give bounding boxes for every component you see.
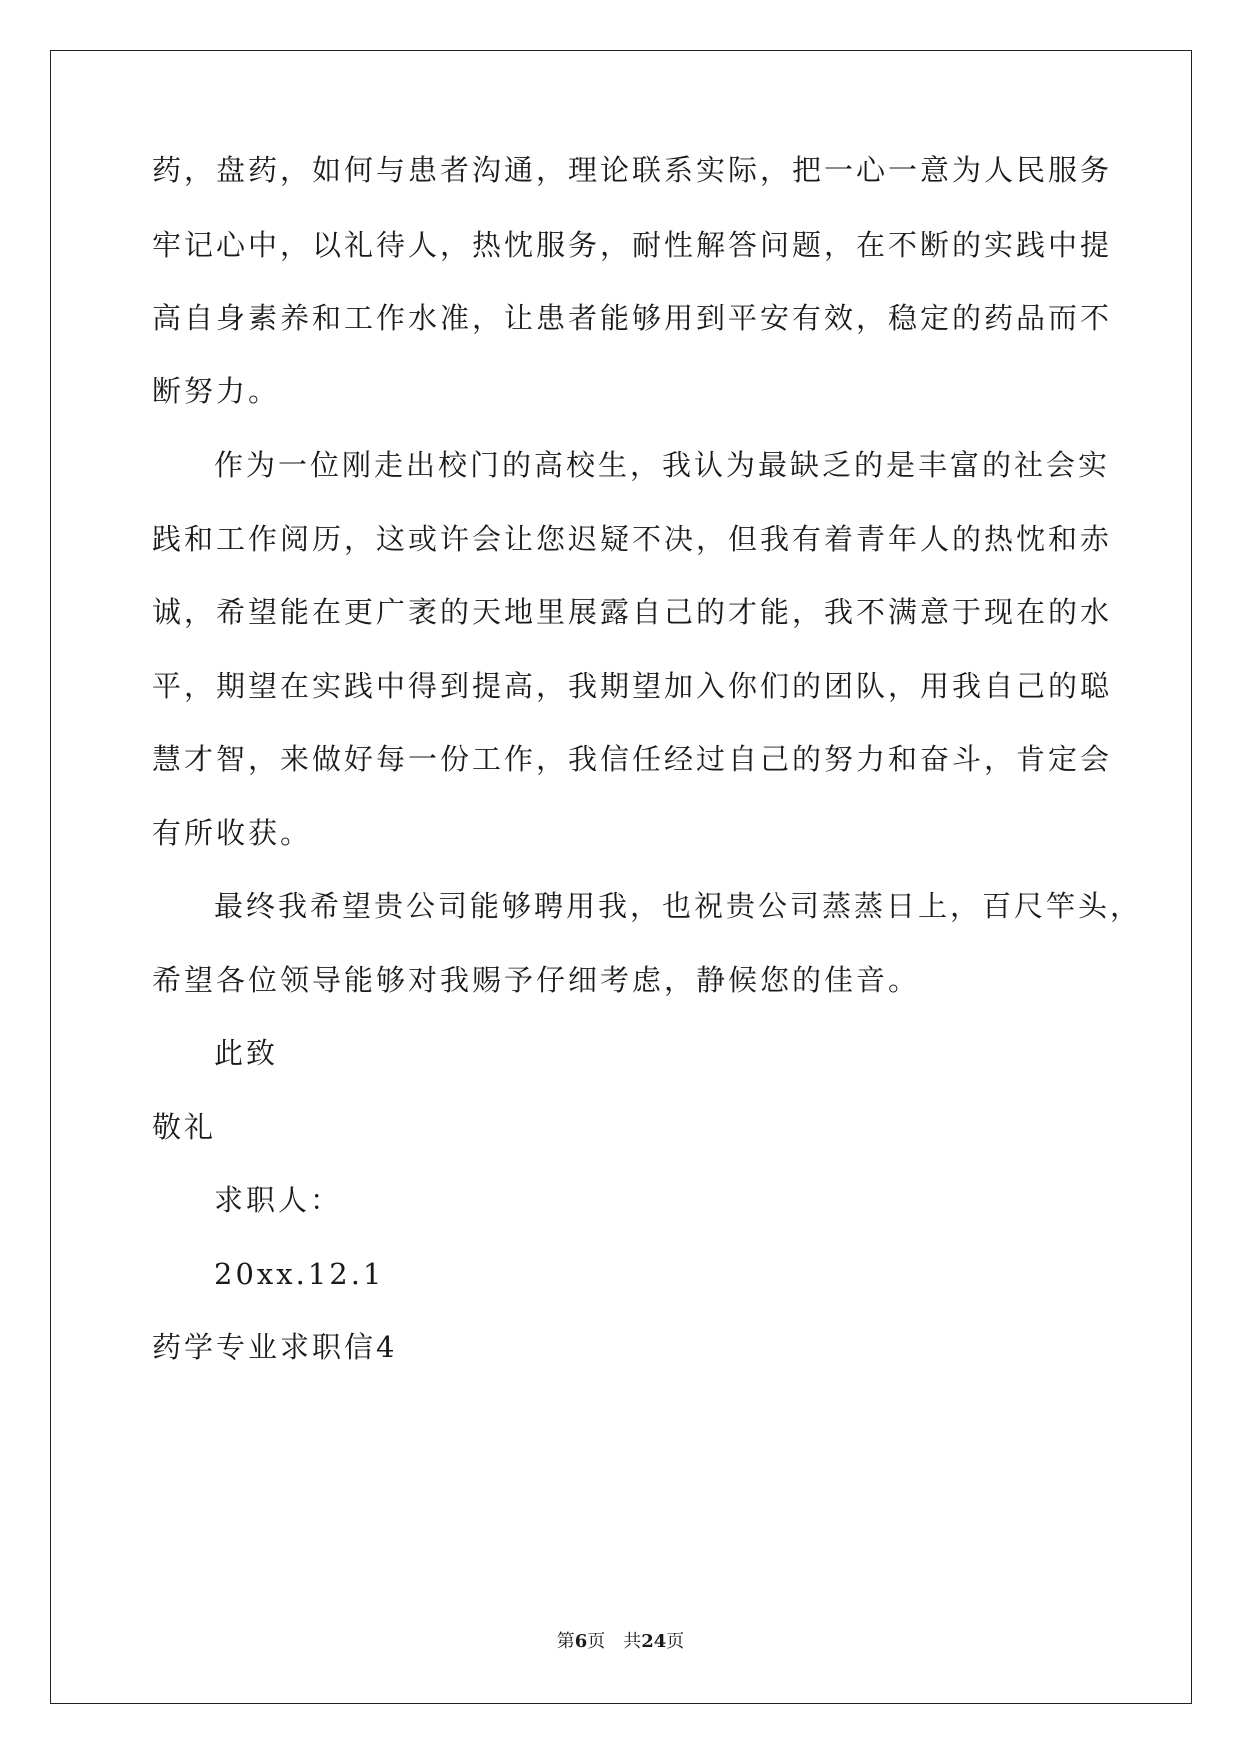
text-line: 最终我希望贵公司能够聘用我，也祝贵公司蒸蒸日上，百尺竿头， — [214, 889, 1143, 923]
page-footer — [0, 1630, 1241, 1654]
footer-mid: 页 共 — [587, 1631, 642, 1652]
text-line: 诚，希望能在更广袤的天地里展露自己的才能，我不满意于现在的水 — [152, 595, 1113, 629]
text-line: 高自身素养和工作水准，让患者能够用到平安有效，稳定的药品而不 — [152, 301, 1113, 335]
footer-suffix: 页 — [666, 1631, 685, 1652]
text-line: 慧才智，来做好每一份工作，我信任经过自己的努力和奋斗，肯定会 — [152, 742, 1113, 776]
text-line: 断努力。 — [152, 374, 281, 408]
current-page-number: 6 — [574, 1631, 588, 1652]
text-line: 践和工作阅历，这或许会让您迟疑不决，但我有着青年人的热忱和赤 — [152, 522, 1113, 556]
letter-date: 20xx.12.1 — [214, 1257, 385, 1291]
footer-prefix: 第 — [556, 1631, 575, 1652]
salutation: 此致 — [214, 1036, 279, 1070]
regards: 敬礼 — [152, 1110, 217, 1144]
text-line: 作为一位刚走出校门的高校生，我认为最缺乏的是丰富的社会实 — [214, 448, 1111, 482]
text-line: 有所收获。 — [152, 816, 313, 850]
total-page-number: 24 — [641, 1631, 667, 1652]
section-title: 药学专业求职信4 — [152, 1330, 398, 1364]
text-line: 药，盘药，如何与患者沟通，理论联系实际，把一心一意为人民服务 — [152, 153, 1113, 187]
text-line: 牢记心中，以礼待人，热忱服务，耐性解答问题，在不断的实践中提 — [152, 228, 1113, 262]
applicant-label: 求职人： — [214, 1183, 343, 1217]
text-line: 希望各位领导能够对我赐予仔细考虑，静候您的佳音。 — [152, 963, 921, 997]
text-line: 平，期望在实践中得到提高，我期望加入你们的团队，用我自己的聪 — [152, 669, 1113, 703]
